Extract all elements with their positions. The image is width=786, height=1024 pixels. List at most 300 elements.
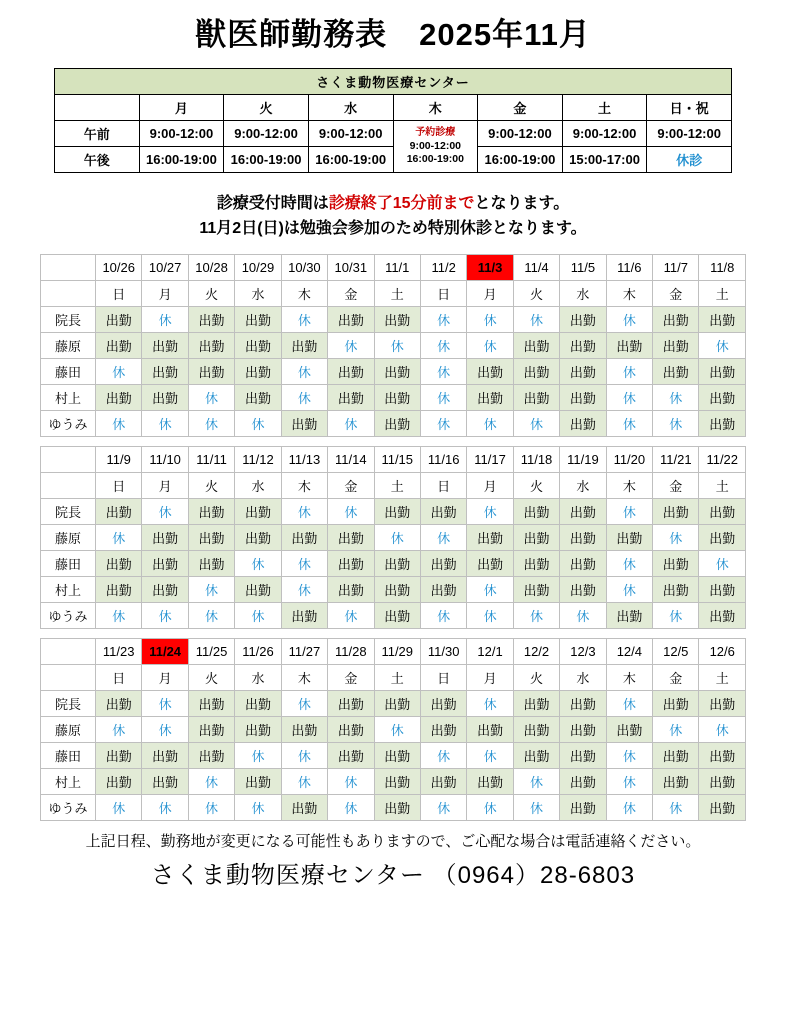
hours-am-fri: 9:00-12:00 xyxy=(478,121,563,147)
dow-row-corner xyxy=(41,664,96,690)
dow-cell: 木 xyxy=(606,664,652,690)
shift-cell-work: 出勤 xyxy=(653,690,699,716)
hours-pm-tue: 16:00-19:00 xyxy=(224,147,309,173)
shift-cell-off: 休 xyxy=(188,384,234,410)
shift-cell-work: 出勤 xyxy=(699,498,746,524)
notice-line-1-prefix: 診療受付時間は xyxy=(216,195,329,213)
shift-cell-work: 出勤 xyxy=(374,384,420,410)
date-row-corner xyxy=(41,446,96,472)
shift-cell-work: 出勤 xyxy=(467,550,513,576)
hours-dow-sat: 土 xyxy=(562,95,647,121)
dow-cell: 日 xyxy=(96,280,142,306)
notice-line-2: 11月2日(日)は勉強会参加のため特別休診となります。 xyxy=(199,219,587,237)
staff-name-cell: 藤原 xyxy=(41,716,96,742)
dow-cell: 日 xyxy=(420,472,466,498)
date-cell: 11/21 xyxy=(653,446,699,472)
date-cell: 11/7 xyxy=(653,254,699,280)
shift-cell-work: 出勤 xyxy=(420,576,466,602)
shift-cell-work: 出勤 xyxy=(699,384,746,410)
clinic-name-row xyxy=(55,69,732,95)
shift-cell-work: 出勤 xyxy=(374,358,420,384)
shift-cell-work: 出勤 xyxy=(560,358,606,384)
date-cell: 10/27 xyxy=(142,254,188,280)
date-cell: 11/30 xyxy=(420,638,466,664)
shift-cell-work: 出勤 xyxy=(328,716,374,742)
shift-cell-off: 休 xyxy=(374,524,420,550)
date-row-corner xyxy=(41,638,96,664)
hours-am-row xyxy=(55,121,732,147)
dow-cell: 木 xyxy=(281,472,327,498)
hours-dow-tue: 火 xyxy=(224,95,309,121)
thursday-pm-time: 16:00-19:00 xyxy=(406,152,464,165)
staff-row xyxy=(41,384,746,410)
date-cell: 12/2 xyxy=(513,638,559,664)
date-cell: 11/19 xyxy=(560,446,606,472)
date-cell-holiday: 11/3 xyxy=(467,254,513,280)
shift-cell-off: 休 xyxy=(467,306,513,332)
date-cell: 12/6 xyxy=(699,638,746,664)
date-cell: 11/27 xyxy=(281,638,327,664)
shift-cell-off: 休 xyxy=(142,306,188,332)
dow-cell: 土 xyxy=(374,664,420,690)
dow-cell: 火 xyxy=(513,280,559,306)
clinic-name: さくま動物医療センター xyxy=(55,69,732,95)
shift-cell-off: 休 xyxy=(699,332,746,358)
shift-cell-off: 休 xyxy=(467,332,513,358)
hours-pm-wed: 16:00-19:00 xyxy=(308,147,393,173)
staff-row xyxy=(41,550,746,576)
shift-cell-off: 休 xyxy=(467,742,513,768)
shift-cell-work: 出勤 xyxy=(328,576,374,602)
shift-cell-off: 休 xyxy=(420,306,466,332)
dow-cell: 金 xyxy=(653,664,699,690)
shift-cell-work: 出勤 xyxy=(188,306,234,332)
shift-cell-work: 出勤 xyxy=(328,524,374,550)
dow-cell: 月 xyxy=(142,664,188,690)
shift-cell-work: 出勤 xyxy=(142,524,188,550)
dow-cell: 月 xyxy=(142,280,188,306)
dow-cell: 木 xyxy=(606,280,652,306)
shift-cell-work: 出勤 xyxy=(188,498,234,524)
shift-cell-off: 休 xyxy=(420,602,466,628)
shift-cell-work: 出勤 xyxy=(281,794,327,820)
date-cell: 11/16 xyxy=(420,446,466,472)
shift-cell-off: 休 xyxy=(142,410,188,436)
date-cell: 12/1 xyxy=(467,638,513,664)
shift-cell-work: 出勤 xyxy=(188,550,234,576)
shift-cell-off: 休 xyxy=(142,602,188,628)
date-cell: 11/9 xyxy=(96,446,142,472)
shift-cell-off: 休 xyxy=(420,358,466,384)
shift-cell-off: 休 xyxy=(653,524,699,550)
thursday-reservation-note: 予約診療 xyxy=(415,127,456,139)
schedule-grids xyxy=(40,254,746,821)
staff-row xyxy=(41,498,746,524)
shift-cell-work: 出勤 xyxy=(142,358,188,384)
shift-cell-work: 出勤 xyxy=(560,690,606,716)
shift-cell-work: 出勤 xyxy=(560,550,606,576)
shift-cell-work: 出勤 xyxy=(513,576,559,602)
staff-row xyxy=(41,332,746,358)
dow-cell: 木 xyxy=(281,280,327,306)
shift-cell-work: 出勤 xyxy=(281,716,327,742)
shift-cell-work: 出勤 xyxy=(235,576,281,602)
notice-line-1-suffix: となります。 xyxy=(474,195,570,213)
shift-cell-work: 出勤 xyxy=(374,576,420,602)
dow-cell: 木 xyxy=(281,664,327,690)
shift-cell-work: 出勤 xyxy=(96,576,142,602)
shift-cell-off: 休 xyxy=(606,576,652,602)
shift-cell-off: 休 xyxy=(467,690,513,716)
shift-cell-off: 休 xyxy=(328,794,374,820)
shift-cell-work: 出勤 xyxy=(235,690,281,716)
shift-cell-off: 休 xyxy=(699,550,746,576)
shift-cell-work: 出勤 xyxy=(374,550,420,576)
shift-cell-work: 出勤 xyxy=(560,768,606,794)
date-cell: 11/15 xyxy=(374,446,420,472)
staff-name-cell: 院長 xyxy=(41,690,96,716)
date-cell: 12/4 xyxy=(606,638,652,664)
footer-note: 上記日程、勤務地が変更になる可能性もありますので、ご心配な場合は電話連絡ください。 xyxy=(85,833,701,850)
shift-cell-off: 休 xyxy=(188,768,234,794)
date-header-row xyxy=(41,254,746,280)
date-cell: 10/28 xyxy=(188,254,234,280)
date-cell: 11/1 xyxy=(374,254,420,280)
shift-cell-work: 出勤 xyxy=(188,716,234,742)
shift-cell-work: 出勤 xyxy=(374,742,420,768)
dow-cell: 月 xyxy=(142,472,188,498)
shift-cell-work: 出勤 xyxy=(188,690,234,716)
shift-cell-work: 出勤 xyxy=(467,384,513,410)
dow-cell: 月 xyxy=(467,472,513,498)
shift-cell-off: 休 xyxy=(420,524,466,550)
shift-cell-work: 出勤 xyxy=(699,524,746,550)
shift-cell-off: 休 xyxy=(142,690,188,716)
shift-cell-work: 出勤 xyxy=(235,384,281,410)
shift-cell-work: 出勤 xyxy=(281,410,327,436)
shift-cell-work: 出勤 xyxy=(281,332,327,358)
shift-cell-work: 出勤 xyxy=(606,524,652,550)
shift-cell-work: 出勤 xyxy=(235,498,281,524)
dow-cell: 土 xyxy=(374,280,420,306)
dow-header-row xyxy=(41,664,746,690)
shift-cell-work: 出勤 xyxy=(467,524,513,550)
date-cell-holiday: 11/24 xyxy=(142,638,188,664)
staff-row xyxy=(41,410,746,436)
shift-cell-work: 出勤 xyxy=(374,602,420,628)
shift-cell-work: 出勤 xyxy=(560,524,606,550)
shift-cell-off: 休 xyxy=(653,716,699,742)
date-cell: 10/29 xyxy=(235,254,281,280)
staff-name-cell: 村上 xyxy=(41,384,96,410)
shift-cell-work: 出勤 xyxy=(235,768,281,794)
schedule-block-gap xyxy=(40,437,746,446)
shift-cell-work: 出勤 xyxy=(96,306,142,332)
shift-cell-work: 出勤 xyxy=(142,384,188,410)
staff-name-cell: ゆうみ xyxy=(41,410,96,436)
notice-block xyxy=(0,192,786,242)
thursday-am-time: 9:00-12:00 xyxy=(409,139,461,152)
date-header-row xyxy=(41,638,746,664)
shift-cell-off: 休 xyxy=(606,358,652,384)
shift-cell-off: 休 xyxy=(606,768,652,794)
dow-cell: 金 xyxy=(328,664,374,690)
shift-cell-work: 出勤 xyxy=(699,794,746,820)
dow-cell: 日 xyxy=(420,664,466,690)
dow-cell: 日 xyxy=(96,664,142,690)
shift-cell-off: 休 xyxy=(188,602,234,628)
shift-cell-work: 出勤 xyxy=(96,332,142,358)
shift-cell-work: 出勤 xyxy=(328,384,374,410)
staff-row xyxy=(41,690,746,716)
shift-cell-off: 休 xyxy=(281,550,327,576)
shift-cell-work: 出勤 xyxy=(420,550,466,576)
date-cell: 11/2 xyxy=(420,254,466,280)
date-cell: 11/29 xyxy=(374,638,420,664)
shift-cell-work: 出勤 xyxy=(96,550,142,576)
shift-cell-work: 出勤 xyxy=(653,768,699,794)
shift-cell-off: 休 xyxy=(188,794,234,820)
date-cell: 12/3 xyxy=(560,638,606,664)
shift-cell-off: 休 xyxy=(142,794,188,820)
shift-cell-off: 休 xyxy=(606,384,652,410)
shift-cell-work: 出勤 xyxy=(328,690,374,716)
dow-cell: 火 xyxy=(188,472,234,498)
dow-cell: 水 xyxy=(235,280,281,306)
date-cell: 11/11 xyxy=(188,446,234,472)
staff-name-cell: 藤原 xyxy=(41,524,96,550)
shift-cell-work: 出勤 xyxy=(513,524,559,550)
shift-cell-work: 出勤 xyxy=(188,358,234,384)
dow-cell: 水 xyxy=(560,280,606,306)
dow-row-corner xyxy=(41,472,96,498)
shift-cell-work: 出勤 xyxy=(513,358,559,384)
date-cell: 11/25 xyxy=(188,638,234,664)
shift-cell-work: 出勤 xyxy=(96,768,142,794)
shift-cell-off: 休 xyxy=(328,410,374,436)
hours-pm-sun-closed: 休診 xyxy=(647,147,732,173)
staff-name-cell: 村上 xyxy=(41,576,96,602)
shift-cell-off: 休 xyxy=(513,794,559,820)
dow-cell: 水 xyxy=(560,472,606,498)
hours-dow-thu: 木 xyxy=(393,95,478,121)
date-cell: 11/17 xyxy=(467,446,513,472)
shift-cell-off: 休 xyxy=(467,794,513,820)
shift-cell-off: 休 xyxy=(513,602,559,628)
shift-cell-work: 出勤 xyxy=(374,768,420,794)
shift-cell-work: 出勤 xyxy=(606,332,652,358)
hours-am-sat: 9:00-12:00 xyxy=(562,121,647,147)
shift-cell-off: 休 xyxy=(420,384,466,410)
shift-cell-off: 休 xyxy=(281,358,327,384)
shift-cell-off: 休 xyxy=(606,550,652,576)
shift-cell-work: 出勤 xyxy=(560,742,606,768)
footer-clinic-contact: さくま動物医療センター （0964）28-6803 xyxy=(150,861,636,889)
staff-name-cell: 藤原 xyxy=(41,332,96,358)
shift-cell-work: 出勤 xyxy=(328,306,374,332)
shift-cell-off: 休 xyxy=(96,524,142,550)
shift-cell-off: 休 xyxy=(281,306,327,332)
shift-cell-work: 出勤 xyxy=(142,742,188,768)
shift-cell-off: 休 xyxy=(328,602,374,628)
shift-cell-work: 出勤 xyxy=(328,742,374,768)
shift-cell-off: 休 xyxy=(281,576,327,602)
staff-name-cell: 院長 xyxy=(41,498,96,524)
date-header-row xyxy=(41,446,746,472)
shift-cell-work: 出勤 xyxy=(560,384,606,410)
clinic-hours-table xyxy=(54,68,732,173)
date-cell: 11/12 xyxy=(235,446,281,472)
shift-cell-work: 出勤 xyxy=(560,498,606,524)
shift-cell-off: 休 xyxy=(374,332,420,358)
shift-cell-off: 休 xyxy=(606,498,652,524)
staff-row xyxy=(41,602,746,628)
clinic-hours-section xyxy=(54,68,732,173)
shift-cell-work: 出勤 xyxy=(142,576,188,602)
staff-row xyxy=(41,576,746,602)
date-cell: 11/6 xyxy=(606,254,652,280)
date-cell: 10/31 xyxy=(328,254,374,280)
date-row-corner xyxy=(41,254,96,280)
dow-cell: 月 xyxy=(467,664,513,690)
dow-cell: 火 xyxy=(188,664,234,690)
shift-cell-off: 休 xyxy=(653,794,699,820)
dow-cell: 金 xyxy=(653,472,699,498)
shift-cell-work: 出勤 xyxy=(699,306,746,332)
hours-pm-fri: 16:00-19:00 xyxy=(478,147,563,173)
shift-cell-work: 出勤 xyxy=(188,332,234,358)
shift-cell-work: 出勤 xyxy=(699,358,746,384)
hours-dow-fri: 金 xyxy=(478,95,563,121)
shift-cell-work: 出勤 xyxy=(560,794,606,820)
shift-cell-work: 出勤 xyxy=(467,716,513,742)
hours-dow-mon: 月 xyxy=(139,95,224,121)
shift-cell-off: 休 xyxy=(328,498,374,524)
shift-cell-work: 出勤 xyxy=(281,524,327,550)
staff-row xyxy=(41,768,746,794)
shift-cell-work: 出勤 xyxy=(374,690,420,716)
page-title: 獣医師勤務表 2025年11月 xyxy=(195,17,591,52)
hours-corner-cell xyxy=(55,95,140,121)
shift-cell-off: 休 xyxy=(281,384,327,410)
hours-am-tue: 9:00-12:00 xyxy=(224,121,309,147)
shift-cell-work: 出勤 xyxy=(328,550,374,576)
staff-name-cell: ゆうみ xyxy=(41,794,96,820)
shift-cell-off: 休 xyxy=(96,716,142,742)
hours-dow-header-row xyxy=(55,95,732,121)
shift-cell-off: 休 xyxy=(606,410,652,436)
shift-cell-work: 出勤 xyxy=(374,306,420,332)
schedule-block-gap xyxy=(40,629,746,638)
shift-cell-work: 出勤 xyxy=(699,576,746,602)
staff-row xyxy=(41,358,746,384)
dow-cell: 土 xyxy=(699,280,746,306)
shift-cell-work: 出勤 xyxy=(513,498,559,524)
date-cell: 11/14 xyxy=(328,446,374,472)
date-cell: 11/23 xyxy=(96,638,142,664)
date-cell: 11/8 xyxy=(699,254,746,280)
shift-cell-off: 休 xyxy=(281,498,327,524)
shift-cell-off: 休 xyxy=(606,742,652,768)
shift-cell-off: 休 xyxy=(467,410,513,436)
shift-cell-work: 出勤 xyxy=(699,410,746,436)
dow-cell: 日 xyxy=(420,280,466,306)
shift-cell-off: 休 xyxy=(235,602,281,628)
shift-cell-work: 出勤 xyxy=(467,358,513,384)
shift-cell-work: 出勤 xyxy=(235,716,281,742)
notice-line-1-highlight: 診療終了15分前まで xyxy=(328,195,475,213)
dow-cell: 火 xyxy=(513,664,559,690)
shift-cell-work: 出勤 xyxy=(653,550,699,576)
shift-cell-off: 休 xyxy=(420,332,466,358)
shift-cell-work: 出勤 xyxy=(606,716,652,742)
dow-cell: 水 xyxy=(235,472,281,498)
hours-pm-sat: 15:00-17:00 xyxy=(562,147,647,173)
shift-cell-off: 休 xyxy=(188,410,234,436)
hours-pm-mon: 16:00-19:00 xyxy=(139,147,224,173)
shift-cell-work: 出勤 xyxy=(188,742,234,768)
shift-cell-off: 休 xyxy=(96,602,142,628)
date-cell: 11/4 xyxy=(513,254,559,280)
shift-cell-off: 休 xyxy=(96,794,142,820)
shift-cell-work: 出勤 xyxy=(606,602,652,628)
shift-cell-off: 休 xyxy=(142,498,188,524)
shift-cell-off: 休 xyxy=(188,576,234,602)
dow-cell: 月 xyxy=(467,280,513,306)
shift-cell-off: 休 xyxy=(235,794,281,820)
hours-am-sun: 9:00-12:00 xyxy=(647,121,732,147)
date-cell: 11/10 xyxy=(142,446,188,472)
shift-cell-off: 休 xyxy=(606,306,652,332)
shift-cell-off: 休 xyxy=(467,576,513,602)
shift-cell-work: 出勤 xyxy=(560,576,606,602)
shift-cell-work: 出勤 xyxy=(96,690,142,716)
staff-row xyxy=(41,716,746,742)
shift-cell-work: 出勤 xyxy=(560,410,606,436)
shift-cell-work: 出勤 xyxy=(699,742,746,768)
date-cell: 11/13 xyxy=(281,446,327,472)
shift-cell-work: 出勤 xyxy=(513,690,559,716)
shift-cell-off: 休 xyxy=(513,410,559,436)
footer xyxy=(0,830,786,890)
shift-cell-work: 出勤 xyxy=(188,524,234,550)
shift-cell-work: 出勤 xyxy=(374,794,420,820)
date-cell: 11/5 xyxy=(560,254,606,280)
date-cell: 10/30 xyxy=(281,254,327,280)
shift-cell-off: 休 xyxy=(467,602,513,628)
shift-cell-off: 休 xyxy=(653,384,699,410)
dow-cell: 火 xyxy=(513,472,559,498)
shift-cell-work: 出勤 xyxy=(281,602,327,628)
dow-cell: 水 xyxy=(560,664,606,690)
shift-cell-off: 休 xyxy=(606,794,652,820)
shift-cell-off: 休 xyxy=(281,768,327,794)
shift-cell-work: 出勤 xyxy=(513,716,559,742)
shift-cell-off: 休 xyxy=(513,306,559,332)
staff-row xyxy=(41,306,746,332)
date-cell: 11/18 xyxy=(513,446,559,472)
shift-cell-off: 休 xyxy=(281,742,327,768)
staff-row xyxy=(41,524,746,550)
shift-cell-work: 出勤 xyxy=(142,768,188,794)
hours-am-label: 午前 xyxy=(55,121,140,147)
shift-cell-work: 出勤 xyxy=(513,332,559,358)
staff-name-cell: 院長 xyxy=(41,306,96,332)
shift-cell-work: 出勤 xyxy=(653,498,699,524)
shift-cell-work: 出勤 xyxy=(467,768,513,794)
shift-cell-off: 休 xyxy=(235,550,281,576)
date-cell: 11/26 xyxy=(235,638,281,664)
